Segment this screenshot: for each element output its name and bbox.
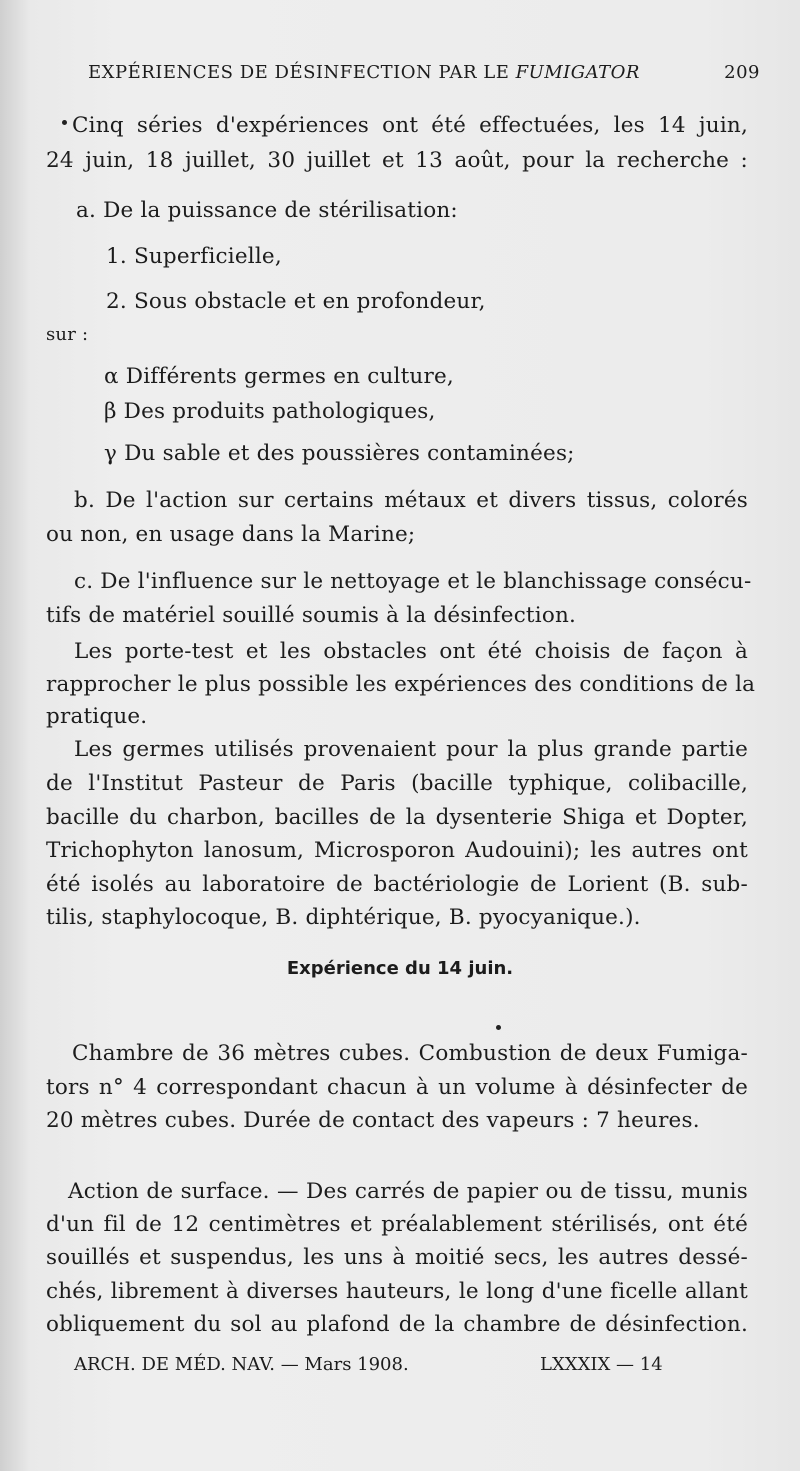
- footer-signature-mark: LXXXIX — 14: [540, 1354, 663, 1375]
- text-line: c. De l'influence sur le nettoyage et le blanchissage consécu-: [74, 569, 752, 594]
- text-line: souillés et suspendus, les uns à moitié secs, les autres dessé-: [46, 1245, 748, 1270]
- list-item-a2: 2. Sous obstacle et en profondeur,: [106, 289, 486, 314]
- text-line: Les germes utilisés provenaient pour la plus grande partie: [74, 737, 748, 762]
- text-line: 20 mètres cubes. Durée de contact des vapeurs : 7 heures.: [46, 1108, 700, 1133]
- page-number: 209: [724, 62, 760, 83]
- list-item-a: a. De la puissance de stérilisation:: [76, 198, 458, 223]
- section-heading: Expérience du 14 juin.: [286, 958, 514, 979]
- speck-mark: [496, 1025, 501, 1030]
- text-line: bacille du charbon, bacilles de la dysenterie Shiga et Dopter,: [46, 805, 748, 830]
- text-line: Action de surface. — Des carrés de papier ou de tissu, munis: [68, 1179, 748, 1204]
- text-line: d'un fil de 12 centimètres et préalablement stérilisés, ont été: [46, 1212, 748, 1237]
- text-line: Chambre de 36 mètres cubes. Combustion de deux Fumiga-: [72, 1041, 748, 1066]
- text-line: rapprocher le plus possible les expériences des conditions de la: [46, 672, 756, 697]
- text-line: chés, librement à diverses hauteurs, le long d'une ficelle allant: [46, 1279, 748, 1304]
- list-item-gamma: γ Du sable et des poussières contaminées;: [104, 441, 575, 466]
- list-item-a1: 1. Superficielle,: [106, 244, 282, 269]
- speck-mark: [62, 120, 67, 125]
- running-header: [88, 62, 778, 83]
- text-line: Trichophyton lanosum, Microsporon Audouini); les autres ont: [46, 838, 748, 863]
- text-line: tilis, staphylocoque, B. diphtérique, B. pyocyanique.).: [46, 905, 641, 930]
- text-line: de l'Institut Pasteur de Paris (bacille typhique, colibacille,: [46, 771, 748, 796]
- list-item-alpha: α Différents germes en culture,: [104, 364, 454, 389]
- text-line: 24 juin, 18 juillet, 30 juillet et 13 août, pour la recherche :: [46, 148, 748, 173]
- text-line: obliquement du sol au plafond de la chambre de désinfection.: [46, 1312, 748, 1337]
- list-item-beta: β Des produits pathologiques,: [104, 399, 436, 424]
- text-line: b. De l'action sur certains métaux et divers tissus, colorés: [74, 488, 748, 513]
- text-line: Les porte-test et les obstacles ont été choisis de façon à: [74, 639, 748, 664]
- running-title: EXPÉRIENCES DE DÉSINFECTION PAR LE: [88, 62, 516, 83]
- running-title-italic: FUMIGATOR: [515, 62, 640, 83]
- text-line: tifs de matériel souillé soumis à la désinfection.: [46, 603, 577, 628]
- text-line: tors n° 4 correspondant chacun à un volume à désinfecter de: [46, 1075, 748, 1100]
- sur-label: sur :: [46, 324, 89, 345]
- footer-journal: ARCH. DE MÉD. NAV. — Mars 1908.: [74, 1354, 409, 1375]
- text-line: pratique.: [46, 704, 148, 729]
- text-line: Cinq séries d'expériences ont été effectuées, les 14 juin,: [72, 113, 748, 138]
- text-line: ou non, en usage dans la Marine;: [46, 522, 416, 547]
- text-line: été isolés au laboratoire de bactériologie de Lorient (B. sub-: [46, 872, 748, 897]
